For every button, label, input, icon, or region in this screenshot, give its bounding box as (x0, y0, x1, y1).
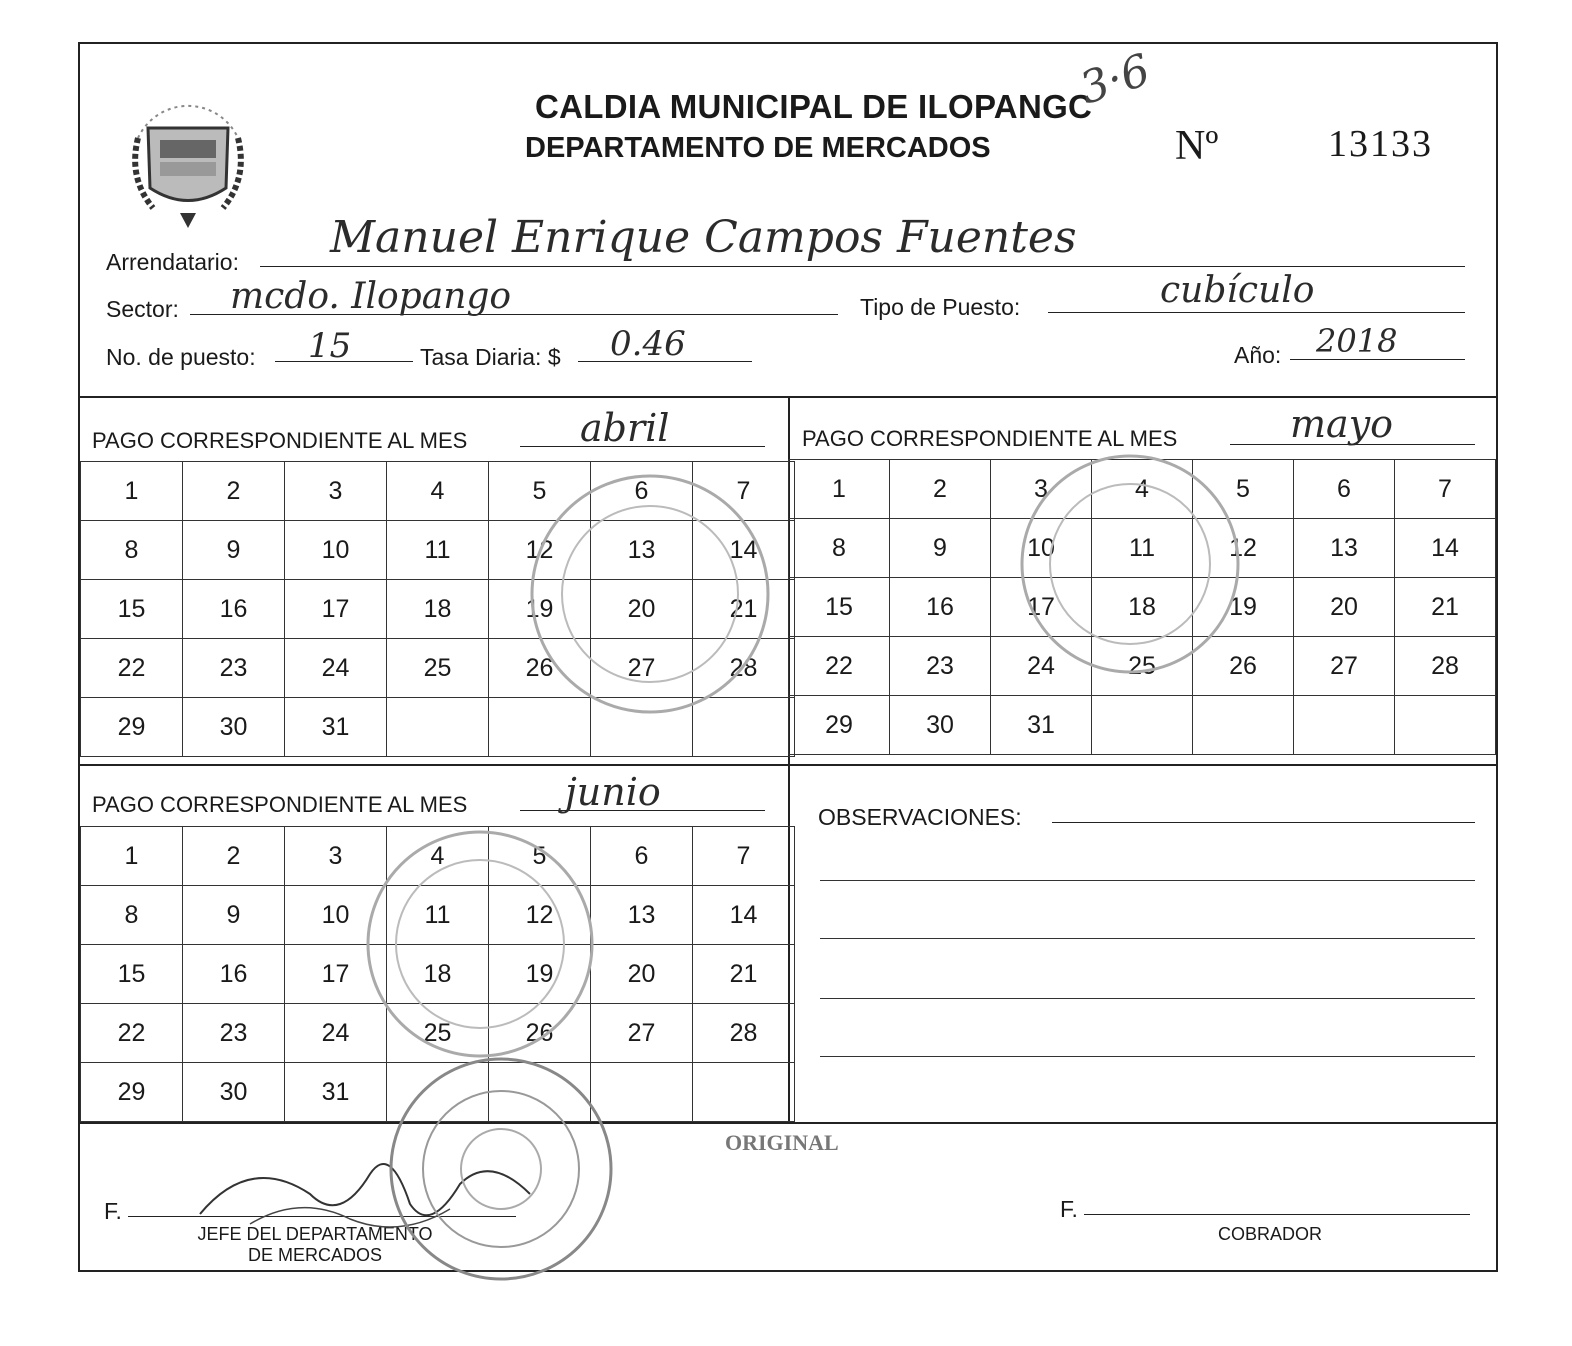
day-cell: 4 (1092, 460, 1193, 519)
day-cell: 22 (81, 639, 183, 698)
day-cell: 12 (1193, 519, 1294, 578)
day-cell: 15 (81, 945, 183, 1004)
calendar-junio (80, 826, 795, 1122)
day-cell: 1 (789, 460, 890, 519)
day-cell: 2 (183, 462, 285, 521)
day-cell: 29 (81, 698, 183, 757)
coat-of-arms-icon (108, 78, 268, 238)
tipo-line (1048, 312, 1465, 313)
calendar-row (81, 1063, 795, 1122)
day-cell: 25 (1092, 637, 1193, 696)
day-cell: 20 (591, 945, 693, 1004)
day-cell: 1 (81, 462, 183, 521)
tasa-value: 0.46 (610, 324, 686, 364)
day-cell: 8 (81, 521, 183, 580)
form-number: 13133 (1328, 123, 1433, 165)
calendar-row (81, 945, 795, 1004)
day-cell: 23 (183, 1004, 285, 1063)
day-cell: 7 (693, 827, 795, 886)
firma-left-line (128, 1216, 516, 1217)
calendar-mayo (788, 459, 1496, 755)
day-cell: 4 (387, 827, 489, 886)
day-cell: 29 (81, 1063, 183, 1122)
day-cell: 29 (789, 696, 890, 755)
calendar-row (789, 696, 1496, 755)
day-cell: 19 (489, 580, 591, 639)
day-cell: 31 (285, 698, 387, 757)
observaciones-line (820, 880, 1475, 881)
section-divider (80, 1122, 1496, 1124)
day-cell: 31 (991, 696, 1092, 755)
day-cell: 12 (489, 886, 591, 945)
day-cell: 14 (1395, 519, 1496, 578)
calendar-row (81, 521, 795, 580)
firma-right-line (1084, 1214, 1470, 1215)
day-cell: 3 (991, 460, 1092, 519)
day-cell: 2 (183, 827, 285, 886)
day-cell: 22 (789, 637, 890, 696)
day-cell: 26 (489, 639, 591, 698)
observaciones-line (1052, 822, 1475, 823)
day-cell: 21 (1395, 578, 1496, 637)
tasa-label: Tasa Diaria: $ (420, 344, 561, 370)
day-cell: 6 (1294, 460, 1395, 519)
day-cell: 14 (693, 886, 795, 945)
day-cell (693, 698, 795, 757)
day-cell: 23 (890, 637, 991, 696)
day-cell: 5 (1193, 460, 1294, 519)
day-cell: 16 (183, 945, 285, 1004)
calendar-row (789, 460, 1496, 519)
jefe-line1: JEFE DEL DEPARTAMENTO (197, 1224, 433, 1244)
day-cell: 2 (890, 460, 991, 519)
day-cell: 11 (387, 521, 489, 580)
day-cell: 6 (591, 827, 693, 886)
day-cell: 18 (387, 580, 489, 639)
day-cell: 5 (489, 462, 591, 521)
day-cell: 1 (81, 827, 183, 886)
day-cell: 24 (285, 1004, 387, 1063)
day-cell: 11 (1092, 519, 1193, 578)
calendar-row (789, 578, 1496, 637)
day-cell: 31 (285, 1063, 387, 1122)
day-cell: 17 (285, 945, 387, 1004)
arrendatario-label: Arrendatario: (106, 249, 239, 275)
day-cell: 28 (693, 1004, 795, 1063)
sector-label: Sector: (106, 296, 179, 322)
page-subtitle: DEPARTAMENTO DE MERCADOS (525, 132, 991, 164)
day-cell: 4 (387, 462, 489, 521)
day-cell: 25 (387, 1004, 489, 1063)
mes-value-3: junio (565, 770, 661, 814)
day-cell: 3 (285, 827, 387, 886)
day-cell: 21 (693, 580, 795, 639)
puesto-label: No. de puesto: (106, 344, 256, 370)
day-cell: 20 (591, 580, 693, 639)
tipo-value: cubículo (1160, 270, 1315, 311)
day-cell: 17 (991, 578, 1092, 637)
day-cell: 17 (285, 580, 387, 639)
day-cell: 27 (1294, 637, 1395, 696)
day-cell: 28 (693, 639, 795, 698)
day-cell: 24 (285, 639, 387, 698)
day-cell: 20 (1294, 578, 1395, 637)
day-cell: 14 (693, 521, 795, 580)
day-cell: 12 (489, 521, 591, 580)
arrendatario-line (260, 266, 1465, 267)
observaciones-label: OBSERVACIONES: (818, 804, 1022, 830)
day-cell: 15 (789, 578, 890, 637)
day-cell: 26 (1193, 637, 1294, 696)
day-cell: 16 (183, 580, 285, 639)
jefe-line2: DE MERCADOS (247, 1245, 382, 1265)
firma-left-label: F. (104, 1198, 122, 1224)
handwritten-note-top: 3·6 (1073, 44, 1157, 115)
day-cell (1193, 696, 1294, 755)
calendar-abril (80, 461, 795, 757)
day-cell: 9 (183, 521, 285, 580)
day-cell: 27 (591, 639, 693, 698)
day-cell: 21 (693, 945, 795, 1004)
observaciones-line (820, 1056, 1475, 1057)
day-cell: 15 (81, 580, 183, 639)
day-cell: 13 (591, 521, 693, 580)
day-cell (1092, 696, 1193, 755)
day-cell: 5 (489, 827, 591, 886)
day-cell: 19 (1193, 578, 1294, 637)
puesto-value: 15 (308, 326, 352, 366)
mes-label-3: PAGO CORRESPONDIENTE AL MES (92, 792, 468, 817)
day-cell: 30 (890, 696, 991, 755)
day-cell: 18 (387, 945, 489, 1004)
section-divider (80, 764, 1496, 766)
number-label: Nº (1175, 123, 1219, 169)
jefe-label (170, 1224, 460, 1266)
calendar-row (81, 580, 795, 639)
day-cell: 26 (489, 1004, 591, 1063)
observaciones-line (820, 998, 1475, 999)
day-cell: 30 (183, 1063, 285, 1122)
day-cell: 28 (1395, 637, 1496, 696)
mes-value-1: abril (580, 406, 670, 450)
original-mark: ORIGINAL (725, 1130, 839, 1155)
day-cell: 8 (789, 519, 890, 578)
day-cell: 10 (991, 519, 1092, 578)
day-cell: 13 (1294, 519, 1395, 578)
day-cell: 16 (890, 578, 991, 637)
day-cell (591, 698, 693, 757)
day-cell (387, 698, 489, 757)
day-cell: 30 (183, 698, 285, 757)
tipo-label: Tipo de Puesto: (860, 294, 1021, 320)
day-cell: 9 (890, 519, 991, 578)
observaciones-line (820, 938, 1475, 939)
day-cell: 27 (591, 1004, 693, 1063)
calendar-row (81, 1004, 795, 1063)
day-cell: 9 (183, 886, 285, 945)
day-cell: 19 (489, 945, 591, 1004)
day-cell: 11 (387, 886, 489, 945)
day-cell: 25 (387, 639, 489, 698)
calendar-row (81, 827, 795, 886)
day-cell (693, 1063, 795, 1122)
page-title: CALDIA MUNICIPAL DE ILOPANGC (535, 88, 1093, 125)
day-cell (387, 1063, 489, 1122)
anio-value: 2018 (1316, 322, 1398, 360)
day-cell: 13 (591, 886, 693, 945)
day-cell: 6 (591, 462, 693, 521)
market-payment-form (78, 42, 1498, 1272)
mes-value-2: mayo (1290, 402, 1394, 446)
day-cell (591, 1063, 693, 1122)
day-cell: 22 (81, 1004, 183, 1063)
day-cell: 7 (1395, 460, 1496, 519)
day-cell: 8 (81, 886, 183, 945)
day-cell: 10 (285, 886, 387, 945)
day-cell: 10 (285, 521, 387, 580)
mes-label-2: PAGO CORRESPONDIENTE AL MES (802, 426, 1178, 451)
day-cell (489, 698, 591, 757)
calendar-row (81, 698, 795, 757)
calendar-row (789, 637, 1496, 696)
calendar-row (789, 519, 1496, 578)
arrendatario-value: Manuel Enrique Campos Fuentes (330, 212, 1077, 263)
firma-right-label: F. (1060, 1196, 1078, 1222)
cobrador-label: COBRADOR (1217, 1224, 1322, 1244)
calendar-row (81, 462, 795, 521)
day-cell: 3 (285, 462, 387, 521)
day-cell (1294, 696, 1395, 755)
anio-label: Año: (1234, 342, 1282, 368)
day-cell: 24 (991, 637, 1092, 696)
calendar-row (81, 886, 795, 945)
day-cell (489, 1063, 591, 1122)
day-cell: 23 (183, 639, 285, 698)
day-cell: 7 (693, 462, 795, 521)
day-cell (1395, 696, 1496, 755)
calendar-row (81, 639, 795, 698)
mes-label-1: PAGO CORRESPONDIENTE AL MES (92, 428, 468, 453)
day-cell: 18 (1092, 578, 1193, 637)
sector-value: mcdo. Ilopango (230, 276, 512, 317)
